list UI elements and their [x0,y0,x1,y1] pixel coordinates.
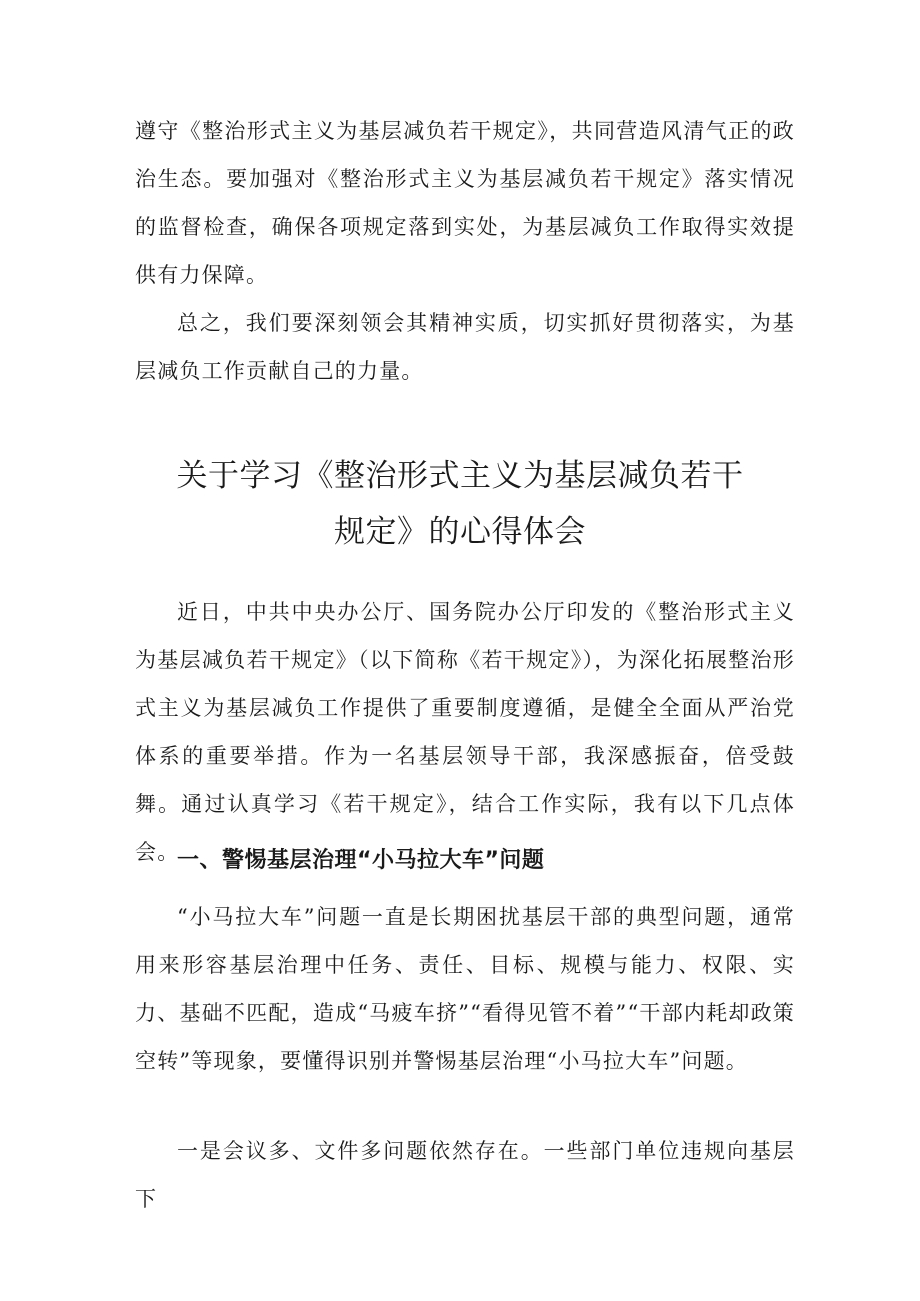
conclusion-paragraph: 总之，我们要深刻领会其精神实质，切实抓好贯彻落实，为基层减负工作贡献自己的力量。 [135,311,795,383]
intro-paragraph: 近日，中共中央办公厅、国务院办公厅印发的《整治形式主义为基层减负若干规定》（以下简称《若干规定》），为深化拓展整治形式主义为基层减负工作提供了重要制度遵循，是健全全面从严治党体系的重要举措。作为一名基层领导干部，我深感振奋，倍受鼓舞。通过认真学习《若干规定》，结合工作实际，我有以下几点体会。 [135,600,795,864]
document-title-line-1: 关于学习《整治形式主义为基层减负若干 [176,458,744,494]
body-paragraph: 遵守《整治形式主义为基层减负若干规定》，共同营造风清气正的政治生态。要加强对《整治形式主义为基层减负若干规定》落实情况的监督检查，确保各项规定落到实处，为基层减负工作取得实效提供有力保障。 [135,119,795,287]
section-point-paragraph: 一是会议多、文件多问题依然存在。一些部门单位违规向基层下 [135,1139,795,1211]
document-title [90,448,830,560]
section-paragraph: “小马拉大车”问题一直是长期困扰基层干部的典型问题，通常用来形容基层治理中任务、责任、目标、规模与能力、权限、实力、基础不匹配，造成“马疲车挤”“看得见管不着”“干部内耗却政策空转”等现象，要懂得识别并警惕基层治理“小马拉大车”问题。 [135,905,795,1073]
document-title-line-2: 规定》的心得体会 [334,514,586,550]
section-heading: 一、警惕基层治理“小马拉大车”问题 [177,848,545,873]
